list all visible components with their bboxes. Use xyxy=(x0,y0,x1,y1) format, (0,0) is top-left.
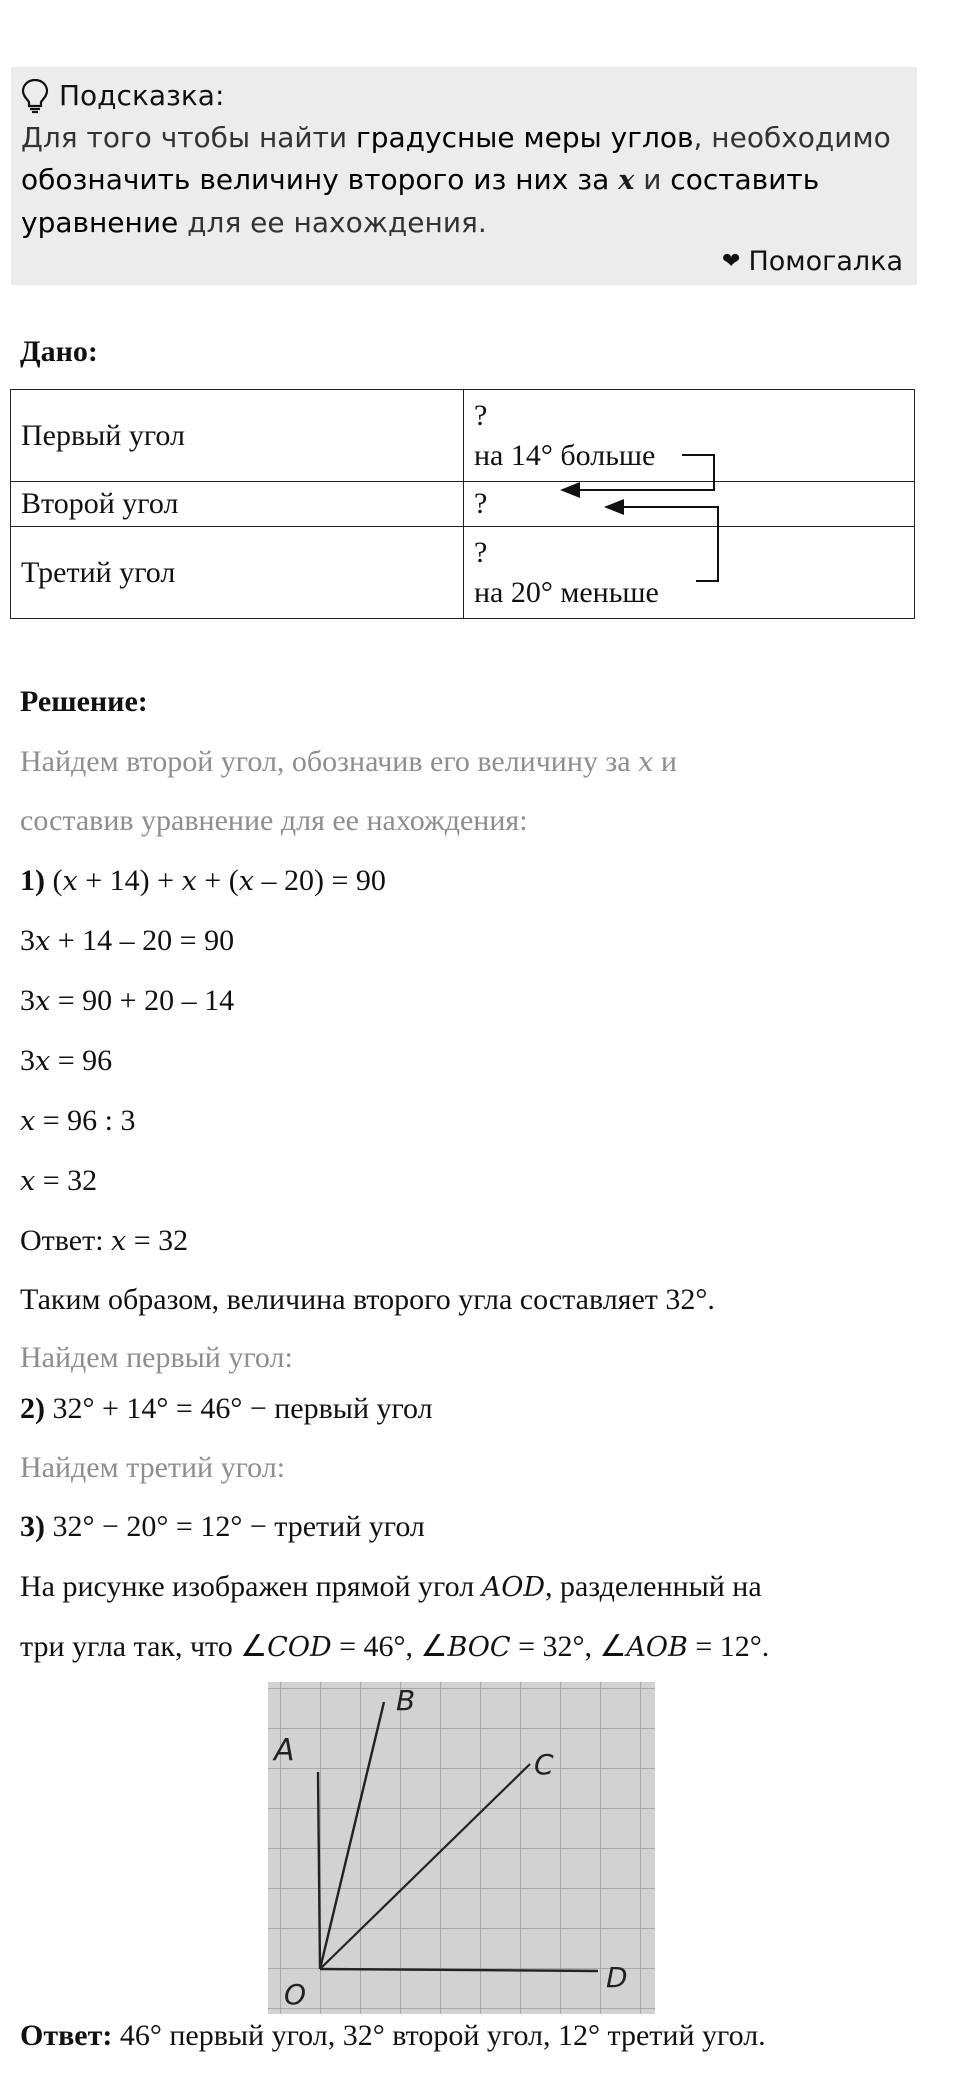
text-part: + ( xyxy=(196,864,239,897)
hint-line-3 xyxy=(21,202,903,244)
hint-box xyxy=(11,67,917,285)
label-c: C xyxy=(534,1748,554,1781)
hint-line-1 xyxy=(21,117,903,159)
hint-highlight: составить xyxy=(670,163,820,196)
step-number: 2) xyxy=(20,1392,45,1425)
table-cell-value xyxy=(464,482,915,527)
table-cell-label: Первый угол xyxy=(11,390,464,482)
step-number: 1) xyxy=(20,864,45,897)
equation-5 xyxy=(20,1101,136,1142)
text-part: + 14 – 20 = 90 xyxy=(50,924,235,957)
final-answer-label: Ответ: xyxy=(20,2019,113,2052)
label-d: D xyxy=(606,1961,628,1994)
variable: x xyxy=(35,986,51,1017)
variable: x xyxy=(20,1106,36,1137)
table-row xyxy=(11,390,915,482)
variable: COD xyxy=(267,1632,332,1663)
table-row xyxy=(11,527,915,619)
table-cell-label: Третий угол xyxy=(11,527,464,619)
value-line: на 20° меньше xyxy=(474,575,659,609)
solution-intro-line-2: составив уравнение для ее нахождения: xyxy=(20,804,528,837)
equation-4 xyxy=(20,1041,112,1082)
final-answer xyxy=(20,2016,766,2056)
text-part: = 46°, ∠ xyxy=(331,1630,448,1663)
text-part: Ответ: xyxy=(20,1224,112,1257)
text-part: – 20) = 90 xyxy=(253,864,386,897)
angle-drawing xyxy=(268,1682,655,2014)
table-cell-label: Второй угол xyxy=(11,482,464,527)
hint-text-part: и xyxy=(634,163,671,196)
equation-6 xyxy=(20,1161,97,1202)
angle-figure xyxy=(268,1682,655,2014)
equation-3 xyxy=(20,981,234,1022)
value-line: ? xyxy=(474,535,488,569)
value-line: на 14° больше xyxy=(474,438,656,472)
text-part: = 32 xyxy=(35,1164,98,1197)
table-cell-value xyxy=(464,527,915,619)
text-part: = 12°. xyxy=(687,1630,770,1663)
lightbulb-icon xyxy=(21,78,49,114)
given-title: Дано: xyxy=(20,335,98,368)
equation-2 xyxy=(20,921,234,962)
value-line: ? xyxy=(474,487,488,520)
text-part: 3 xyxy=(20,1044,35,1077)
label-b: B xyxy=(396,1684,416,1717)
picture-description-line-1 xyxy=(20,1567,762,1608)
hint-text-part: для ее нахождения. xyxy=(178,206,487,239)
find-first-text: Найдем первый угол: xyxy=(20,1341,293,1374)
equation-1 xyxy=(20,861,386,902)
variable: x xyxy=(62,866,78,897)
variable: AOD xyxy=(481,1572,545,1603)
variable: x xyxy=(35,1046,51,1077)
picture-description-line-2 xyxy=(20,1627,769,1668)
variable: BOC xyxy=(447,1632,511,1663)
table-cell-value xyxy=(464,390,915,482)
variable: x xyxy=(20,1166,36,1197)
label-a: A xyxy=(274,1733,295,1768)
heart-icon: ❤ xyxy=(722,249,741,274)
hint-text-part: Для того чтобы найти xyxy=(21,121,357,154)
hint-highlight: обозначить величину второго из них за xyxy=(21,163,619,196)
variable: AOB xyxy=(626,1632,688,1663)
text-part: = 96 xyxy=(50,1044,113,1077)
text-part: , разделенный на xyxy=(544,1570,762,1603)
conclusion-text: Таким образом, величина второго угла составляет 32°. xyxy=(20,1283,715,1316)
label-o: O xyxy=(284,1978,307,2011)
text-part: Найдем второй угол, обозначив его величину за xyxy=(20,745,639,778)
text-part: 32° − 20° = 12° − третий угол xyxy=(45,1510,425,1543)
variable: x xyxy=(238,866,254,897)
step-number: 3) xyxy=(20,1510,45,1543)
text-part: три угла так, что ∠ xyxy=(20,1630,268,1663)
text-part: = 32 xyxy=(126,1224,189,1257)
text-part: На рисунке изображен прямой угол xyxy=(20,1570,482,1603)
text-part: = 32°, ∠ xyxy=(510,1630,627,1663)
answer-x xyxy=(20,1221,188,1262)
hint-line-2 xyxy=(21,159,903,202)
hint-title: Подсказка: xyxy=(59,79,225,112)
step-2 xyxy=(20,1389,433,1429)
variable: x xyxy=(35,926,51,957)
text-part: и xyxy=(653,745,677,778)
final-answer-text: 46° первый угол, 32° второй угол, 12° третий угол. xyxy=(112,2019,766,2052)
hint-highlight: уравнение xyxy=(21,206,179,239)
brand-label: Помогалка xyxy=(748,246,903,277)
hint-highlight: градусные меры углов xyxy=(356,121,694,154)
step-3 xyxy=(20,1507,425,1547)
find-third-text: Найдем третий угол: xyxy=(20,1451,286,1484)
given-table xyxy=(10,389,915,619)
variable: x xyxy=(638,747,654,778)
solution-title: Решение: xyxy=(20,685,148,718)
text-part: ( xyxy=(45,864,63,897)
text-part: + 14) + xyxy=(77,864,182,897)
text-part: 3 xyxy=(20,924,35,957)
text-part: 3 xyxy=(20,984,35,1017)
variable: x xyxy=(111,1226,127,1257)
text-part: 32° + 14° = 46° − первый угол xyxy=(45,1392,433,1425)
hint-text-part: , необходимо xyxy=(693,121,891,154)
hint-text xyxy=(21,117,903,244)
hint-variable: x xyxy=(618,165,635,196)
text-part: = 90 + 20 – 14 xyxy=(50,984,235,1017)
table-row xyxy=(11,482,915,527)
value-line: ? xyxy=(474,398,488,432)
variable: x xyxy=(181,866,197,897)
text-part: = 96 : 3 xyxy=(35,1104,136,1137)
brand-link[interactable] xyxy=(722,243,903,281)
solution-intro-line-1 xyxy=(20,742,677,783)
hint-header xyxy=(21,77,903,115)
